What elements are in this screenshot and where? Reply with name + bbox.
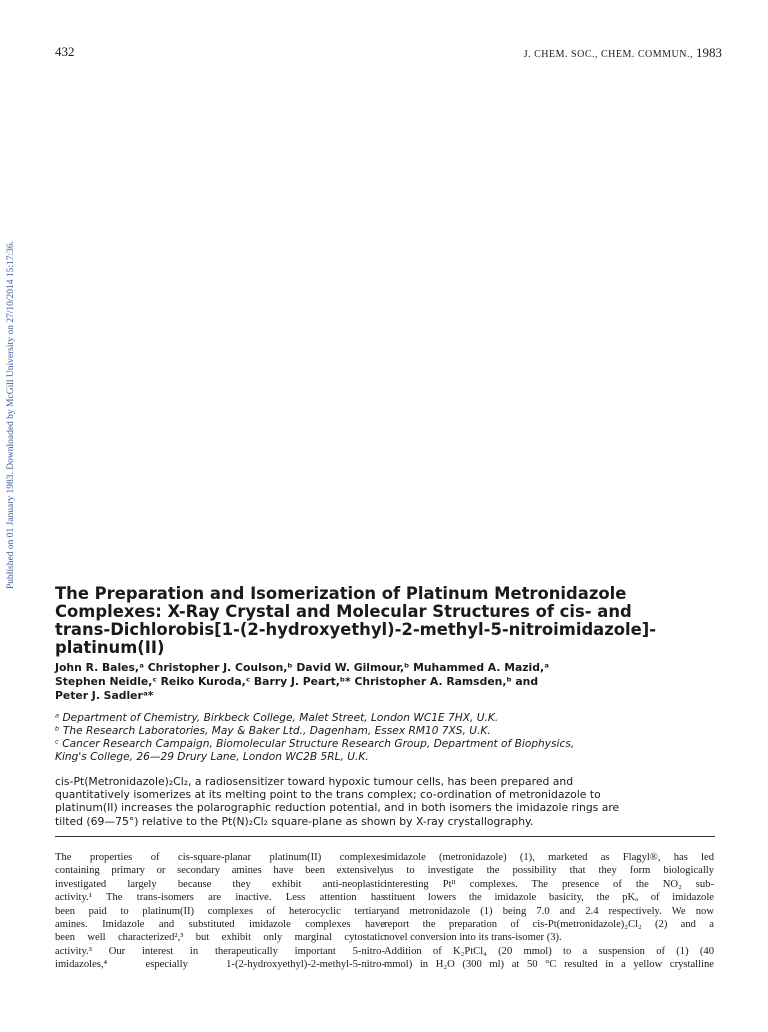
body-column-left [55,851,385,972]
affiliation-line: King's College, 26—29 Drury Lane, London WC2B 5RL, U.K. [55,751,369,763]
abstract-line: tilted (69—75°) relative to the Pt(N)₂Cl₂ square-plane as shown by X-ray crystallography. [55,814,534,828]
abstract-line: quantitatively isomerizes at its melting point to the trans complex; co-ordination of metronidazole to [55,788,601,802]
abstract [55,775,735,828]
article-title [55,585,735,657]
body-line: activity.³ Our interest in therapeutically important 5-nitro- [55,945,385,957]
body-line: amines. Imidazole and substituted imidazole complexes have [55,919,385,931]
affiliations [55,712,735,764]
abstract-divider [55,836,715,837]
title-line: The Preparation and Isomerization of Platinum Metronidazole [55,584,627,603]
body-line: interesting Ptᴵᴵ complexes. The presence of the NO₂ sub- [384,878,714,890]
body-line: us to investigate the possibility that they form biologically [384,865,714,877]
affiliation-line: ᵇ The Research Laboratories, May & Baker Ltd., Dagenham, Essex RM10 7XS, U.K. [55,725,491,737]
abstract-line: cis-Pt(Metronidazole)₂Cl₂, a radiosensitizer toward hypoxic tumour cells, has been prepared and [55,775,574,788]
journal-name: J. CHEM. SOC., CHEM. COMMUN., [523,49,693,60]
body-line: imidazole (metronidazole) (1), marketed as Flagyl®, has led [384,852,714,863]
body-line: The properties of cis-square-planar platinum(II) complexes [55,852,385,863]
body-line: novel conversion into its trans-isomer (3). [384,932,562,944]
download-watermark-text: Published on 01 January 1983. Downloaded by McGill University on 27/10/2014 15:17:36. [6,240,17,590]
affiliation-line: ᶜ Cancer Research Campaign, Biomolecular Structure Research Group, Department of Biophysics, [55,738,575,750]
body-line: stituent lowers the imidazole basicity, the pKₐ of imidazole [384,892,714,904]
page-number: 432 [55,44,75,59]
body-line: activity.¹ The trans-isomers are inactive. Less attention has [55,892,385,904]
body-line: been well characterized²,³ but exhibit only marginal cytostatic [55,932,385,944]
author-line: Peter J. Sadlerᵃ* [55,689,154,702]
author-line: Stephen Neidle,ᶜ Reiko Kuroda,ᶜ Barry J. Peart,ᵇ* Christopher A. Ramsden,ᵇ and [55,675,539,688]
running-head [524,45,722,61]
download-watermark [4,225,18,605]
journal-year: 1983 [696,45,722,60]
body-line: investigated largely because they exhibit anti-neoplastic [55,878,385,890]
title-line: trans-Dichlorobis[1-(2-hydroxyethyl)-2-methyl-5-nitroimidazole]- [55,620,657,639]
abstract-line: platinum(II) increases the polarographic reduction potential, and in both isomers the imidazole rings are [55,801,620,815]
body-line: been paid to platinum(II) complexes of heterocyclic tertiary [55,905,385,917]
affiliation-line: ᵃ Department of Chemistry, Birkbeck College, Malet Street, London WC1E 7HX, U.K. [55,712,499,724]
title-line: platinum(II) [55,638,165,657]
body-line: Addition of K₂PtCl₄ (20 mmol) to a suspension of (1) (40 [384,945,714,957]
body-line: report the preparation of cis-Pt(metronidazole)₂Cl₂ (2) and a [384,919,714,931]
title-line: Complexes: X-Ray Crystal and Molecular Structures of cis- and [55,602,632,621]
author-list [55,661,735,703]
body-line: mmol) in H₂O (300 ml) at 50 °C resulted in a yellow crystalline [384,959,714,971]
body-line: containing primary or secondary amines have been extensively [55,865,385,877]
body-line: and metronidazole (1) being 7.0 and 2.4 respectively. We now [384,905,714,917]
body-column-right [384,851,714,972]
author-line: John R. Bales,ᵃ Christopher J. Coulson,ᵇ David W. Gilmour,ᵇ Muhammed A. Mazid,ᵃ [55,661,550,674]
body-line: imidazoles,⁴ especially 1-(2-hydroxyethyl)-2-methyl-5-nitro- [55,959,385,971]
